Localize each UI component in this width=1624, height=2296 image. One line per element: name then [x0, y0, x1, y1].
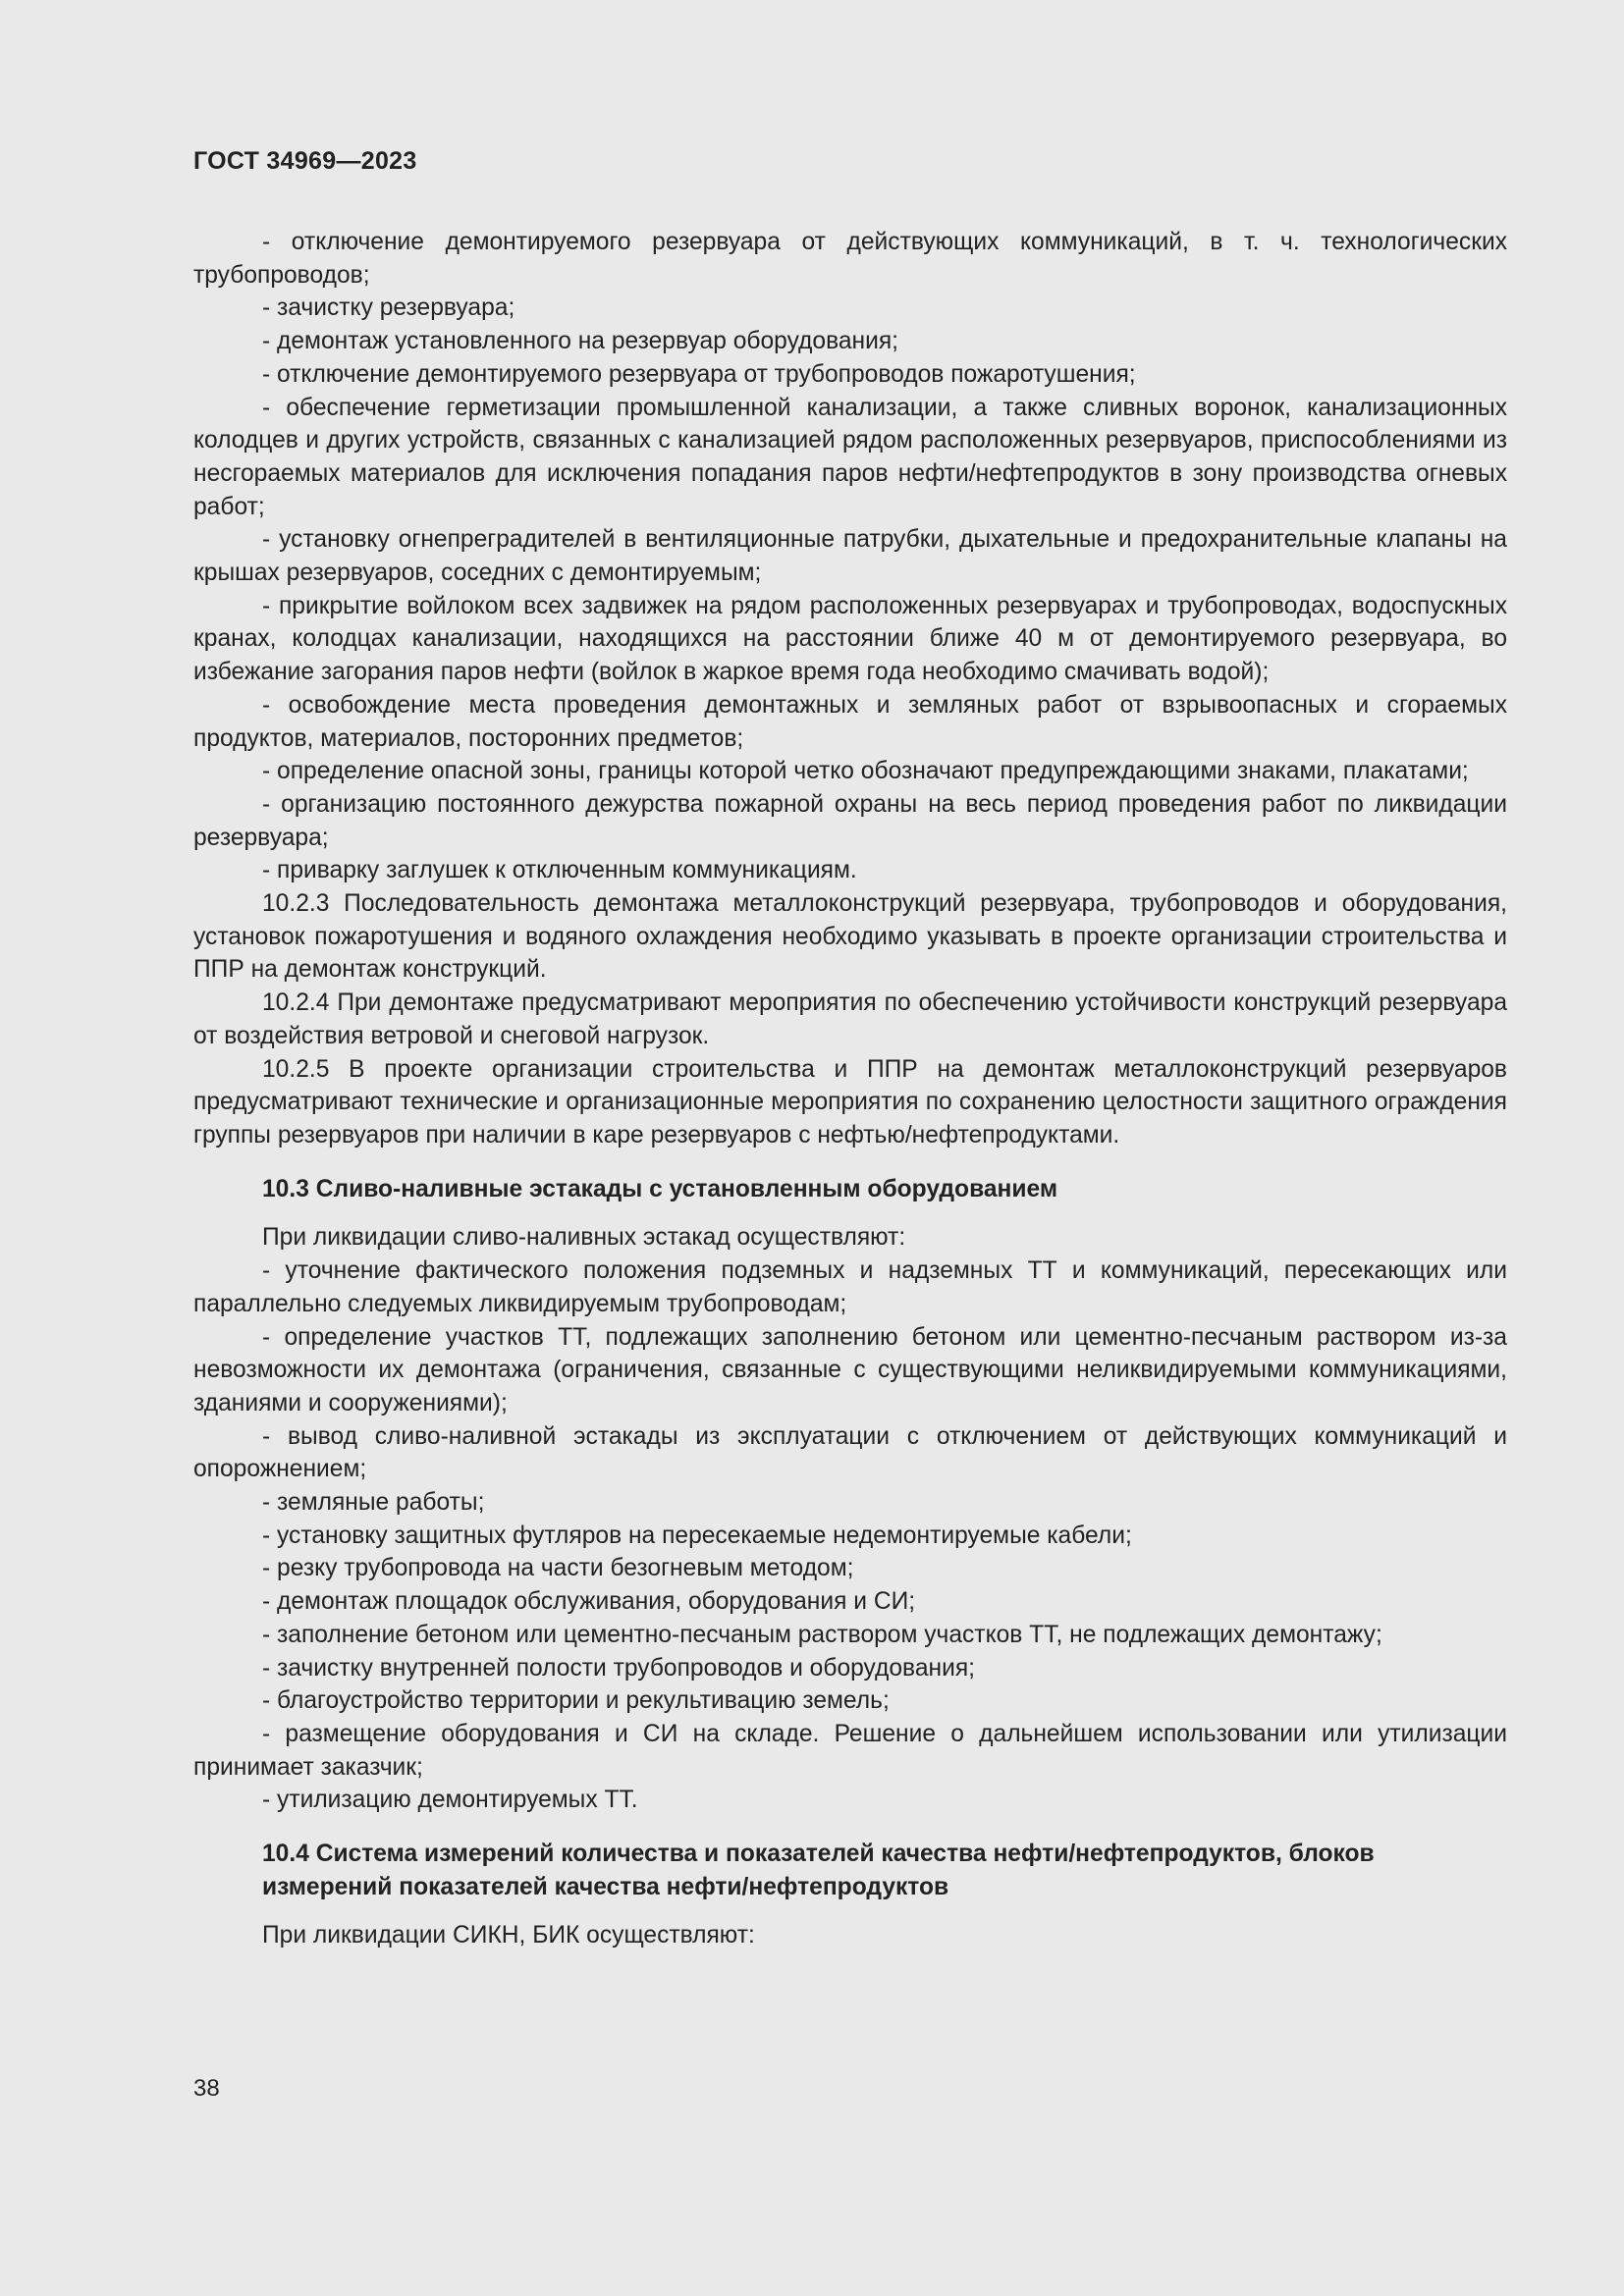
list-item: - уточнение фактического положения подземных и надземных ТТ и коммуникаций, пересекающих или параллельно следуемых ликвидируемым трубопроводам; — [193, 1257, 1507, 1317]
clause-10-2-4: 10.2.4 При демонтаже предусматривают мероприятия по обеспечению устойчивости конструкций резервуара от воздействия ветровой и снеговой нагрузок. — [193, 989, 1507, 1049]
page-number: 38 — [193, 2075, 220, 2102]
list-item: - заполнение бетоном или цементно-песчаным раствором участков ТТ, не подлежащих демонтажу; — [262, 1621, 1382, 1648]
list-item: - благоустройство территории и рекультивацию земель; — [262, 1687, 890, 1715]
list-item: - установку огнепреградителей в вентиляционные патрубки, дыхательные и предохранительные клапаны на крышах резервуаров, соседних с демонтируемым; — [193, 526, 1507, 587]
document-code-header: ГОСТ 34969—2023 — [193, 147, 417, 175]
clause-10-2-3: 10.2.3 Последовательность демонтажа металлоконструкций резервуара, трубопроводов и оборудования, установок пожаротушения и водяного охлаждения необходимо указывать в проекте организации строительства и ППР на демонтаж конструкций. — [193, 890, 1507, 984]
section-intro: При ликвидации сливо-наливных эстакад осуществляют: — [262, 1224, 906, 1252]
list-item: - организацию постоянного дежурства пожарной охраны на весь период проведения работ по ликвидации резервуара; — [193, 790, 1507, 851]
list-item: - размещение оборудования и СИ на складе. Решение о дальнейшем использовании или утилизации принимает заказчик; — [193, 1720, 1507, 1781]
list-item: - отключение демонтируемого резервуара от трубопроводов пожаротушения; — [262, 360, 1136, 388]
list-item: - демонтаж площадок обслуживания, оборудования и СИ; — [262, 1588, 916, 1616]
list-item: - вывод сливо-наливной эстакады из эксплуатации с отключением от действующих коммуникаций и опорожнением; — [193, 1422, 1507, 1483]
list-item: - демонтаж установленного на резервуар оборудования; — [262, 328, 899, 355]
list-item: - утилизацию демонтируемых ТТ. — [262, 1787, 638, 1814]
section-intro: При ликвидации СИКН, БИК осуществляют: — [262, 1922, 755, 1949]
section-heading-10-4: 10.4 Система измерений количества и показателей качества нефти/нефтепродуктов, блоков измерений показателей качества нефти/нефтепродуктов — [262, 1841, 1375, 1900]
document-body — [193, 226, 1507, 1952]
list-item: - определение участков ТТ, подлежащих заполнению бетоном или цементно-песчаным раствором из-за невозможности их демонтажа (ограничения, связанные с существующими неликвидируемыми коммуникациями, зданиями и сооружениями); — [193, 1323, 1507, 1416]
list-item: - приварку заглушек к отключенным коммуникациям. — [262, 857, 857, 884]
clause-10-2-5: 10.2.5 В проекте организации строительства и ППР на демонтаж металлоконструкций резервуаров предусматривают технические и организационные мероприятия по сохранению целостности защитного ограждения группы резервуаров при наличии в каре резервуаров с нефтью/нефтепродуктами. — [193, 1055, 1507, 1148]
list-item: - резку трубопровода на части безогневым методом; — [262, 1555, 854, 1582]
list-item: - зачистку внутренней полости трубопроводов и оборудования; — [262, 1654, 975, 1682]
list-item: - земляные работы; — [262, 1489, 485, 1517]
list-item: - отключение демонтируемого резервуара от действующих коммуникаций, в т. ч. технологических трубопроводов; — [193, 229, 1507, 289]
list-item: - освобождение места проведения демонтажных и земляных работ от взрывоопасных и сгораемых продуктов, материалов, посторонних предметов; — [193, 691, 1507, 752]
list-item: - зачистку резервуара; — [262, 294, 515, 322]
list-item: - определение опасной зоны, границы которой четко обозначают предупреждающими знаками, плакатами; — [262, 758, 1469, 785]
list-item: - обеспечение герметизации промышленной канализации, а также сливных воронок, канализационных колодцев и других устройств, связанных с канализацией рядом расположенных резервуаров, приспособлениями из несгораемых материалов для исключения попадания паров нефти/нефтепродуктов в зону производства огневых работ; — [193, 394, 1507, 520]
list-item: - установку защитных футляров на пересекаемые недемонтируемые кабели; — [262, 1522, 1132, 1549]
section-heading-10-3: 10.3 Сливо-наливные эстакады с установленным оборудованием — [262, 1175, 1058, 1202]
list-item: - прикрытие войлоком всех задвижек на рядом расположенных резервуарах и трубопроводах, водоспускных кранах, колодцах канализации, находящихся на расстоянии ближе 40 м от демонтируемого резервуара, во избежание загорания паров нефти (войлок в жаркое время года необходимо смачивать водой); — [193, 592, 1507, 686]
